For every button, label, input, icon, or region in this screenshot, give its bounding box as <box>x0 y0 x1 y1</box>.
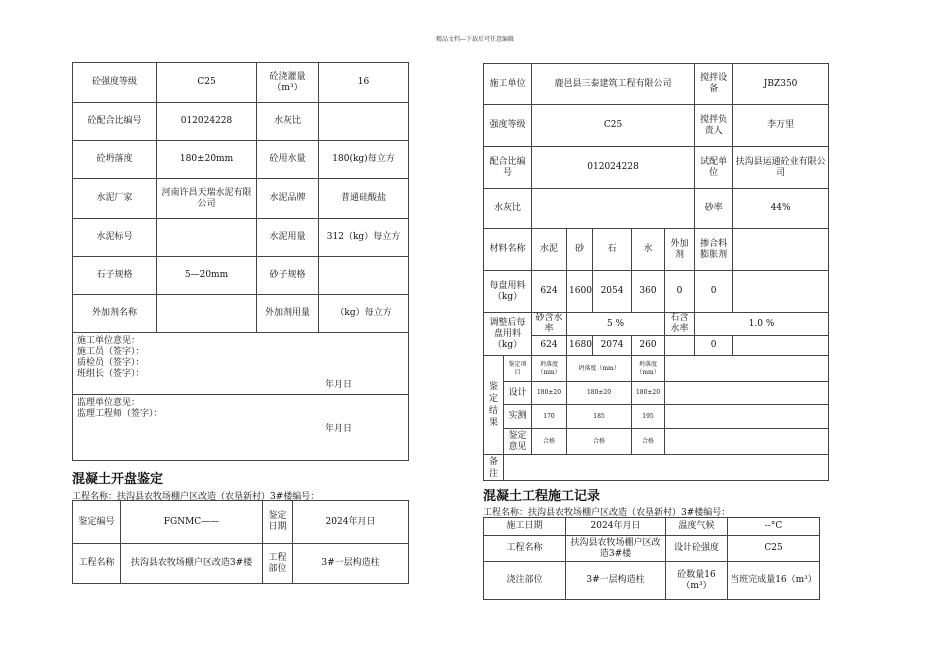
design-label: 设计 <box>504 382 532 405</box>
opening-title: 混凝土开盘鉴定 <box>72 472 164 487</box>
trial-label: 试配单位 <box>695 147 733 189</box>
record-table <box>483 517 820 600</box>
record-name-label: 工程名称 <box>484 536 566 562</box>
measured-value: 185 <box>567 405 632 429</box>
design-value: 180±20 <box>567 382 632 405</box>
measured-value: 170 <box>532 405 567 429</box>
mix-field-value: （kg）每立方 <box>319 295 409 333</box>
mix-table-row <box>73 141 409 179</box>
mix-lead-value: 李万里 <box>733 105 829 147</box>
record-volume: 砼数量16（m³） <box>666 562 728 600</box>
design-value: 180±20 <box>632 382 665 405</box>
record-design-grade-value: C25 <box>728 536 820 562</box>
mix-field-label: 外加剂用量 <box>257 295 319 333</box>
page-header: 精品文档---下载后可任意编辑 <box>435 36 515 43</box>
remark-label: 备注 <box>484 455 504 481</box>
opening-date-value: 2024年月日 <box>293 501 409 544</box>
opinion-label: 鉴定意见 <box>504 429 532 455</box>
unit-value: 鹿邑县三泰建筑工程有限公司 <box>532 64 695 105</box>
mix-field-label: 砼浇灌量（m³） <box>257 63 319 103</box>
record-shift-volume: 当班完成量16（m³） <box>728 562 820 600</box>
mix-field-value: 012024228 <box>157 103 257 141</box>
mix-field-label: 砂子规格 <box>257 257 319 295</box>
mix-table-row <box>73 179 409 219</box>
mix-table-row <box>73 103 409 141</box>
opening-name-label: 工程名称 <box>73 544 121 584</box>
construction-opinion: 施工单位意见： 施工员（签字）： 质检员（签字）： 班组长（签字）： 年月日 <box>73 333 409 395</box>
mix-field-value: 普通硅酸盐 <box>319 179 409 219</box>
opening-part-label: 工程部位 <box>263 544 293 584</box>
mix-field-label: 石子规格 <box>73 257 157 295</box>
supervision-opinion: 监理单位意见： 监理工程师（签字）： 年月日 <box>73 395 409 461</box>
mix-field-value: 5—20mm <box>157 257 257 295</box>
sand-water-value: 5 % <box>567 313 665 336</box>
record-temp-label: 温度气候 <box>666 518 728 536</box>
mix-lead-label: 搅拌负责人 <box>695 105 733 147</box>
opinion-value: 合格 <box>567 429 632 455</box>
sand-rate-value: 44% <box>733 189 829 229</box>
wc-value <box>532 189 695 229</box>
mix-table-row <box>73 257 409 295</box>
opening-id-value: FGNMC—— <box>121 501 263 544</box>
trial-value: 扶沟县运通砼业有限公司 <box>733 147 829 189</box>
adjusted-label: 调整后每盘用料（kg） <box>484 313 532 356</box>
record-temp-value: --°C <box>728 518 820 536</box>
mix-field-value: C25 <box>157 63 257 103</box>
per-batch-row: 每盘用料（kg） 624 1600 2054 360 0 0 <box>484 271 829 313</box>
wc-label: 水灰比 <box>484 189 532 229</box>
mix-field-label: 水泥品牌 <box>257 179 319 219</box>
mix-table-row <box>73 295 409 333</box>
record-date-label: 施工日期 <box>484 518 566 536</box>
opening-part-value: 3#一层构造柱 <box>293 544 409 584</box>
test-item: 坍落度（mm） <box>632 356 665 382</box>
mix-table-row <box>73 219 409 257</box>
mix-field-value: 180±20mm <box>157 141 257 179</box>
material-header-row: 材料名称 水泥 砂 石 水 外加剂 掺合料膨胀剂 <box>484 229 829 271</box>
record-pour-value: 3#一层构造柱 <box>566 562 666 600</box>
mixer-value: JBZ350 <box>733 64 829 105</box>
mix-field-value <box>319 103 409 141</box>
record-pour-label: 浇注部位 <box>484 562 566 600</box>
mix-field-label: 砼坍落度 <box>73 141 157 179</box>
record-project-line: 工程名称：扶沟县农牧场棚户区改造（农垦新村）3#楼编号： <box>483 508 731 518</box>
mix-field-label: 砼用水量 <box>257 141 319 179</box>
result-label: 鉴定结果 <box>484 356 504 455</box>
measured-label: 实测 <box>504 405 532 429</box>
measured-value: 195 <box>632 405 665 429</box>
opening-date-label: 鉴定日期 <box>263 501 293 544</box>
design-value: 180±20 <box>532 382 567 405</box>
mix-field-value: 16 <box>319 63 409 103</box>
sand-rate-label: 砂率 <box>695 189 733 229</box>
appraisal-table <box>483 63 829 481</box>
mix-field-value: 180(kg)每立方 <box>319 141 409 179</box>
sand-water-label: 砂含水率 <box>532 313 567 336</box>
unit-label: 施工单位 <box>484 64 532 105</box>
stone-water-value: 1.0 % <box>695 313 829 336</box>
ratio-label: 配合比编号 <box>484 147 532 189</box>
record-title: 混凝土工程施工记录 <box>483 489 601 504</box>
mix-field-label: 水灰比 <box>257 103 319 141</box>
test-item: 坍落度（mm） <box>532 356 567 382</box>
mix-field-value <box>157 219 257 257</box>
mix-field-value: 312（kg）每立方 <box>319 219 409 257</box>
mix-field-label: 外加剂名称 <box>73 295 157 333</box>
mix-table-row <box>73 63 409 103</box>
opening-project-line: 工程名称：扶沟县农牧场棚户区改造（农垦新村）3#楼编号： <box>72 492 320 502</box>
opinion-value: 合格 <box>532 429 567 455</box>
record-design-grade-label: 设计砼强度 <box>666 536 728 562</box>
mix-field-label: 砼配合比编号 <box>73 103 157 141</box>
mix-field-label: 水泥用量 <box>257 219 319 257</box>
opening-table <box>72 500 409 584</box>
adjusted-row: 624 1680 2074 260 0 <box>484 336 829 356</box>
record-date-value: 2024年月日 <box>566 518 666 536</box>
mix-field-value: 河南许昌天瑞水泥有限公司 <box>157 179 257 219</box>
mix-field-label: 水泥标号 <box>73 219 157 257</box>
opening-id-label: 鉴定编号 <box>73 501 121 544</box>
mix-field-label: 砼强度等级 <box>73 63 157 103</box>
mix-table <box>72 62 409 461</box>
grade-value: C25 <box>532 105 695 147</box>
opening-name-value: 扶沟县农牧场棚户区改造3#楼 <box>121 544 263 584</box>
mix-field-value <box>157 295 257 333</box>
record-name-value: 扶沟县农牧场棚户区改造3#楼 <box>566 536 666 562</box>
mixer-label: 搅拌设备 <box>695 64 733 105</box>
stone-water-label: 石含水率 <box>665 313 695 336</box>
opinion-value: 合格 <box>632 429 665 455</box>
test-items-label: 鉴定项目 <box>504 356 532 382</box>
ratio-value: 012024228 <box>532 147 695 189</box>
mix-field-value <box>319 257 409 295</box>
test-item: 坍落度（mm） <box>567 356 632 382</box>
mix-field-label: 水泥厂家 <box>73 179 157 219</box>
grade-label: 强度等级 <box>484 105 532 147</box>
